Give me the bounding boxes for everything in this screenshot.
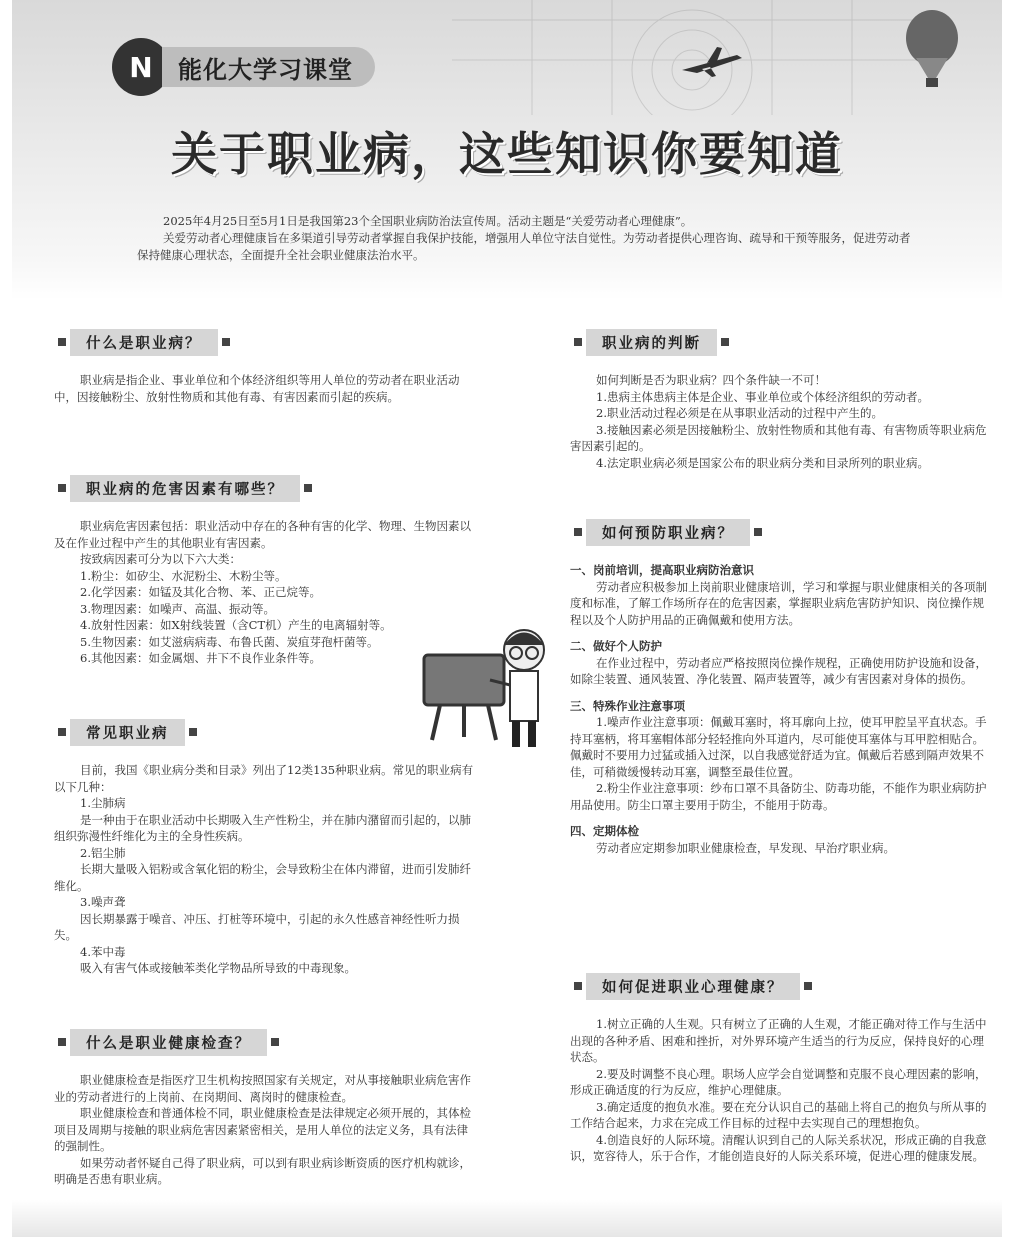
intro-paragraph: 2025年4月25日至5月1日是我国第23个全国职业病防治法宣传周。活动主题是“关爱劳动者心理健康”。 [163,214,693,228]
section-heading: 什么是职业健康检查？ [54,1030,479,1054]
paragraph: 目前，我国《职业病分类和目录》列出了12类135种职业病。常见的职业病有以下几种： [54,763,474,794]
list-item: 4.苯中毒 [80,944,126,959]
paragraph: 长期大量吸入铝粉或含氧化铝的粉尘，会导致粉尘在体内滞留，进而引发肺纤维化。 [54,862,471,893]
paragraph: 劳动者应积极参加上岗前职业健康培训，学习和掌握与职业健康相关的各项制度和标准，了解工作场所存在的危害因素，掌握职业病危害防护知识、岗位操作规程以及个人防护用品的正确佩戴和使用方法。 [570,579,987,627]
intro-text [137,213,917,264]
list-item: 3.噪声聋 [80,895,126,909]
list-item: 2.化学因素：如锰及其化合物、苯、正己烷等。 [80,585,321,599]
subheading: 三、特殊作业注意事项 [570,698,685,713]
hot-air-balloon-icon [902,8,962,93]
page-title: 关于职业病，这些知识你要知道 [171,127,843,181]
paragraph: 按致病因素可分为以下六大类： [80,552,241,566]
intro-paragraph: 关爱劳动者心理健康旨在多渠道引导劳动者掌握自我保护技能，增强用人单位守法自觉性。为劳动者提供心理咨询、疏导和干预等服务，促进劳动者保持健康心理状态，全面提升全社会职业健康法治水平。 [137,231,911,262]
paragraph: 4.创造良好的人际环境。清醒认识到自己的人际关系状况，形成正确的自我意识，宽容待人，乐于合作，才能创造良好的人际关系环境，促进心理的健康发展。 [570,1132,987,1163]
newspaper-page [12,0,1002,1237]
subheading: 二、做好个人防护 [570,639,662,653]
paragraph: 如果劳动者怀疑自己得了职业病，可以到有职业病诊断资质的医疗机构就诊，明确是否患有职业病。 [54,1155,471,1186]
list-item: 4.法定职业病必须是国家公布的职业病分类和目录所列的职业病。 [596,455,929,470]
paragraph: 职业病危害因素包括：职业活动中存在的各种有害的化学、物理、生物因素以及在作业过程中产生的其他职业有害因素。 [54,519,471,550]
paragraph: 3.确定适度的抱负水准。要在充分认识自己的基础上将自己的抱负与所从事的工作结合起来，力求在完成工作目标的过程中去实现自己的理想抱负。 [570,1099,987,1130]
list-item: 2.铝尘肺 [80,845,126,860]
section-diagnosis [570,330,995,471]
list-item: 1.尘肺病 [80,796,126,810]
list-item: 1.患病主体患病主体是企业、事业单位或个体经济组织的劳动者。 [596,389,929,404]
brand-logo: N [112,38,170,96]
list-item: 3.接触因素必须是因接触粉尘、放射性物质和其他有毒、有害物质等职业病危害因素引起的。 [570,422,987,453]
section-what-is [54,330,479,405]
section-mental-health [570,974,995,1165]
subheading: 一、岗前培训，提高职业病防治意识 [570,563,754,577]
paragraph: 在作业过程中，劳动者应严格按照岗位操作规程，正确使用防护设施和设备，如除尘装置、通风装置、净化装置、隔声装置等，减少有害因素对身体的损伤。 [570,655,987,686]
paragraph: 1.树立正确的人生观。只有树立了正确的人生观，才能正确对待工作与生活中出现的各种矛盾、困难和挫折，对外界环境产生适当的行为反应，保持良好的心理状态。 [570,1017,987,1064]
subheading: 四、定期体检 [570,824,639,838]
section-heading: 如何促进职业心理健康？ [570,974,995,998]
paragraph: 劳动者应定期参加职业健康检查，早发现、早治疗职业病。 [596,840,895,855]
paragraph: 是一种由于在职业活动中长期吸入生产性粉尘，并在肺内潴留而引起的，以肺组织弥漫性纤维化为主的全身性疾病。 [54,812,471,843]
paragraph: 职业健康检查和普通体检不同，职业健康检查是法律规定必须开展的，其体检项目及周期与接触的职业病危害因素紧密相关，是用人单位的法定义务，具有法律的强制性。 [54,1106,471,1153]
list-item: 4.放射性因素：如X射线装置（含CT机）产生的电离辐射等。 [80,618,392,632]
list-item: 3.物理因素：如噪声、高温、振动等。 [80,601,275,616]
section-heading: 职业病的判断 [570,330,995,354]
paragraph: 因长期暴露于噪音、冲压、打桩等环境中，引起的永久性感音神经性听力损失。 [54,911,460,942]
list-item: 5.生物因素：如艾滋病病毒、布鲁氏菌、炭疽芽孢杆菌等。 [80,634,379,649]
paragraph: 1.噪声作业注意事项：佩戴耳塞时，将耳廓向上拉，使耳甲腔呈平直状态。手持耳塞柄，将耳塞帽体部分轻轻推向外耳道内，尽可能使耳塞体与耳甲腔相贴合。佩戴时不要用力过猛或插入过深，以自我感觉舒适为宜。佩戴后若感到隔声效果不佳，可稍微缓慢转动耳塞，调整至最佳位置。 [570,715,987,779]
paragraph: 职业病是指企业、事业单位和个体经济组织等用人单位的劳动者在职业活动中，因接触粉尘、放射性物质和其他有毒、有害因素而引起的疾病。 [54,373,460,404]
paragraph: 吸入有害气体或接触苯类化学物品所导致的中毒现象。 [80,961,356,975]
column-brand [112,38,375,96]
list-item: 2.职业活动过程必须是在从事职业活动的过程中产生的。 [596,406,883,420]
section-heading: 常见职业病 [54,720,479,744]
brand-name: 能化大学习课堂 [162,47,375,87]
list-item: 1.粉尘：如矽尘、水泥粉尘、木粉尘等。 [80,568,287,583]
paragraph: 如何判断是否为职业病？四个条件缺一不可！ [596,373,826,387]
section-heading: 如何预防职业病？ [570,520,995,544]
airplane-icon [677,45,747,80]
section-heading: 职业病的危害因素有哪些？ [54,476,479,500]
paragraph: 职业健康检查是指医疗卫生机构按照国家有关规定，对从事接触职业病危害作业的劳动者进行的上岗前、在岗期间、离岗时的健康检查。 [54,1073,471,1104]
paragraph: 2.要及时调整不良心理。职场人应学会自觉调整和克服不良心理因素的影响，形成正确适度的行为反应，维护心理健康。 [570,1066,987,1097]
section-health-check [54,1030,479,1188]
section-common-diseases [54,720,479,977]
section-heading: 什么是职业病？ [54,330,479,354]
section-prevention [570,520,995,856]
teacher-illustration [420,625,560,750]
section-hazard-factors [54,476,479,667]
list-item: 6.其他因素：如金属烟、井下不良作业条件等。 [80,651,321,665]
paragraph: 2.粉尘作业注意事项：纱布口罩不具备防尘、防毒功能，不能作为职业病防护用品使用。防尘口罩主要用于防尘，不能用于防毒。 [570,781,987,812]
